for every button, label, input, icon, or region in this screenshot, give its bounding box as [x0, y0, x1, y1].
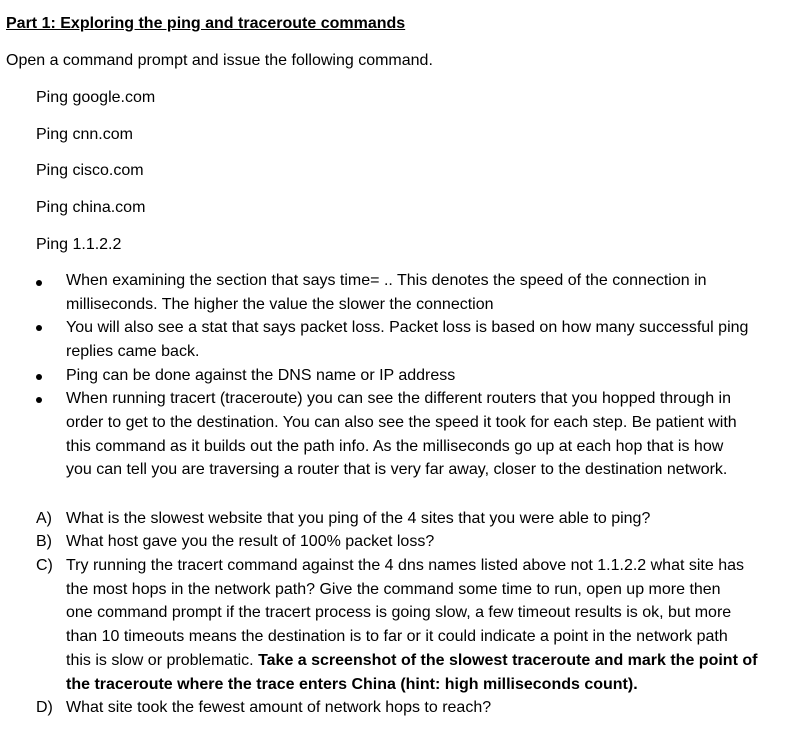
bullet-2-line-2: replies came back.	[66, 343, 200, 360]
question-c-plain-text: this is slow or problematic.	[66, 652, 259, 669]
bullet-4-line-4: you can tell you are traversing a router that is very far away, closer to the destination network.	[66, 461, 728, 478]
bullet-4-line-2: order to get to the destination. You can also see the speed it took for each step. Be patient with	[66, 414, 737, 431]
command-1: Ping google.com	[36, 89, 156, 106]
question-c-line-1: Try running the tracert command against the 4 dns names listed above not 1.1.2.2 what site has	[66, 557, 745, 574]
question-a-label: A)	[36, 510, 52, 527]
bullet-3-line-1: Ping can be done against the DNS name or IP address	[66, 367, 456, 384]
question-a-text: What is the slowest website that you ping of the 4 sites that you were able to ping?	[66, 510, 651, 527]
question-c-bold-instruction: Take a screenshot of the slowest traceroute and mark the point of	[258, 652, 758, 669]
bullet-dot-4	[36, 397, 42, 403]
question-d-label: D)	[36, 699, 53, 716]
command-5: Ping 1.1.2.2	[36, 236, 122, 253]
question-b-text: What host gave you the result of 100% packet loss?	[66, 533, 435, 550]
command-2: Ping cnn.com	[36, 126, 133, 143]
bullet-dot-3	[36, 374, 42, 380]
question-c-label: C)	[36, 557, 53, 574]
bullet-2-line-1: You will also see a stat that says packet loss. Packet loss is based on how many successful ping	[66, 319, 749, 336]
bullet-1-line-1: When examining the section that says time= .. This denotes the speed of the connection in	[66, 272, 707, 289]
intro-text: Open a command prompt and issue the following command.	[6, 52, 433, 69]
question-c-line-2: the most hops in the network path? Give the command some time to run, open up more then	[66, 581, 721, 598]
bullet-4-line-1: When running tracert (traceroute) you can see the different routers that you hopped through in	[66, 390, 731, 407]
question-c-line-4: than 10 timeouts means the destination is to far or it could indicate a point in the network path	[66, 628, 728, 645]
question-c-line-3: one command prompt if the tracert process is going slow, a few timeout results is ok, but more	[66, 604, 732, 621]
question-d-text: What site took the fewest amount of network hops to reach?	[66, 699, 492, 716]
question-b-label: B)	[36, 533, 52, 550]
bullet-4-line-3: this command as it builds out the path info. As the milliseconds go up at each hop that is how	[66, 438, 724, 455]
command-3: Ping cisco.com	[36, 162, 144, 179]
command-4: Ping china.com	[36, 199, 146, 216]
question-c-bold-line: the traceroute where the trace enters China (hint: high milliseconds count).	[66, 676, 638, 693]
bullet-dot-2	[36, 325, 42, 331]
question-c-line-5	[66, 651, 757, 671]
bullet-1-line-2: milliseconds. The higher the value the slower the connection	[66, 296, 494, 313]
section-heading: Part 1: Exploring the ping and traceroute commands	[6, 15, 406, 32]
bullet-dot-1	[36, 280, 42, 286]
